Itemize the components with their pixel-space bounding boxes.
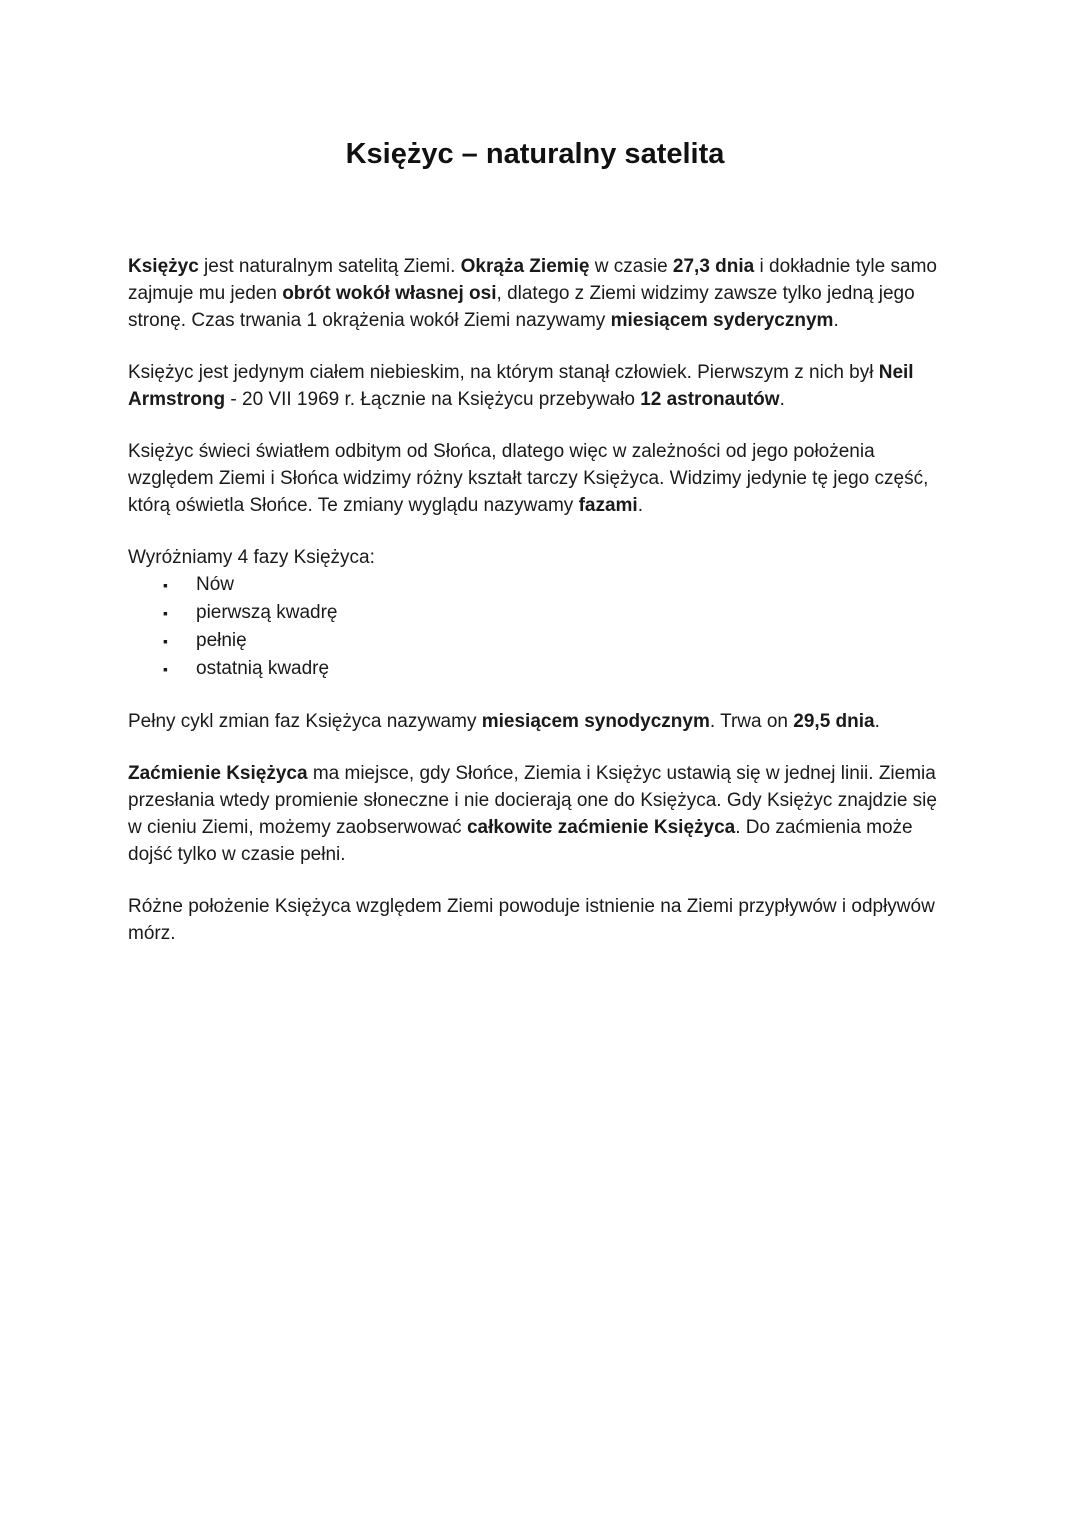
text-run: jest naturalnym satelitą Ziemi. [198, 256, 461, 277]
text-run: . [779, 389, 785, 410]
paragraph [128, 359, 942, 413]
bold-text-run: fazami [578, 495, 638, 516]
list-item [128, 655, 942, 683]
list-intro [128, 544, 942, 571]
bold-text-run: Zaćmienie Księżyca [128, 763, 308, 784]
paragraph [128, 893, 942, 947]
list-item-text: pierwszą kwadrę [196, 602, 338, 623]
list-item [128, 599, 942, 627]
text-run: . Trwa on [709, 711, 794, 732]
bold-text-run: całkowite zaćmienie Księżyca [466, 817, 736, 838]
document-title: Księżyc – naturalny satelita [345, 138, 725, 170]
bold-text-run: 27,3 dnia [672, 256, 755, 277]
text-run: . [874, 711, 880, 732]
text-run: Księżyc świeci światłem odbitym od Słońca, dlatego więc w zależności od jego położenia względem Ziemi i Słońca widzimy różny kształt tarczy Księżyca. Widzimy jedynie tę jego część, którą oświetla Słońce. Te zmiany wyglądu nazywamy [128, 441, 929, 516]
paragraph [128, 438, 942, 519]
bold-text-run: Okrąża Ziemię [460, 256, 590, 277]
text-run: i dokładnie tyle samo zajmuje mu jeden [128, 256, 937, 304]
text-run: . [637, 495, 643, 516]
bold-text-run: obrót wokół własnej osi [282, 283, 497, 304]
bold-text-run: Księżyc [128, 256, 199, 277]
bold-text-run: miesiącem syderycznym [610, 310, 834, 331]
text-run: Różne położenie Księżyca względem Ziemi powoduje istnienie na Ziemi przypływów i odpływów mórz. [128, 896, 935, 944]
text-run: . Do zaćmienia może dojść tylko w czasie pełni. [128, 817, 913, 865]
text-run: ma miejsce, gdy Słońce, Ziemia i Księżyc ustawią się w jednej linii. Ziemia przesłania wtedy promienie słoneczne i nie docierają one do Księżyca. Gdy Księżyc znajdzie się w cieniu Ziemi, możemy zaobserwować [128, 763, 937, 838]
bullet-square-icon: ▪ [163, 661, 168, 677]
text-run: Księżyc jest jedynym ciałem niebieskim, na którym stanął człowiek. Pierwszym z nich był [128, 362, 879, 383]
bullet-list [128, 571, 942, 683]
text-run: Wyróżniamy 4 fazy Księżyca: [128, 547, 375, 568]
text-run: , dlatego z Ziemi widzimy zawsze tylko jedną jego stronę. Czas trwania 1 okrążenia wokół Ziemi nazywamy [128, 283, 915, 331]
list-item-text: Nów [196, 574, 235, 595]
list-item [128, 627, 942, 655]
list-item [128, 571, 942, 599]
bullet-square-icon: ▪ [163, 605, 168, 621]
document-body [128, 253, 942, 947]
list-item-text: pełnię [196, 630, 247, 651]
bullet-square-icon: ▪ [163, 633, 168, 649]
paragraph [128, 708, 942, 735]
paragraph [128, 760, 942, 868]
text-run: . [833, 310, 839, 331]
text-run: - 20 VII 1969 r. Łącznie na Księżycu przebywało [225, 389, 641, 410]
bold-text-run: miesiącem synodycznym [481, 711, 710, 732]
bold-text-run: Neil Armstrong [128, 362, 914, 410]
list-item-text: ostatnią kwadrę [196, 658, 330, 679]
bold-text-run: 29,5 dnia [793, 711, 875, 732]
text-run: Pełny cykl zmian faz Księżyca nazywamy [128, 711, 482, 732]
bullet-square-icon: ▪ [163, 577, 168, 593]
paragraph [128, 253, 942, 334]
bold-text-run: 12 astronautów [640, 389, 780, 410]
text-run: w czasie [589, 256, 673, 277]
